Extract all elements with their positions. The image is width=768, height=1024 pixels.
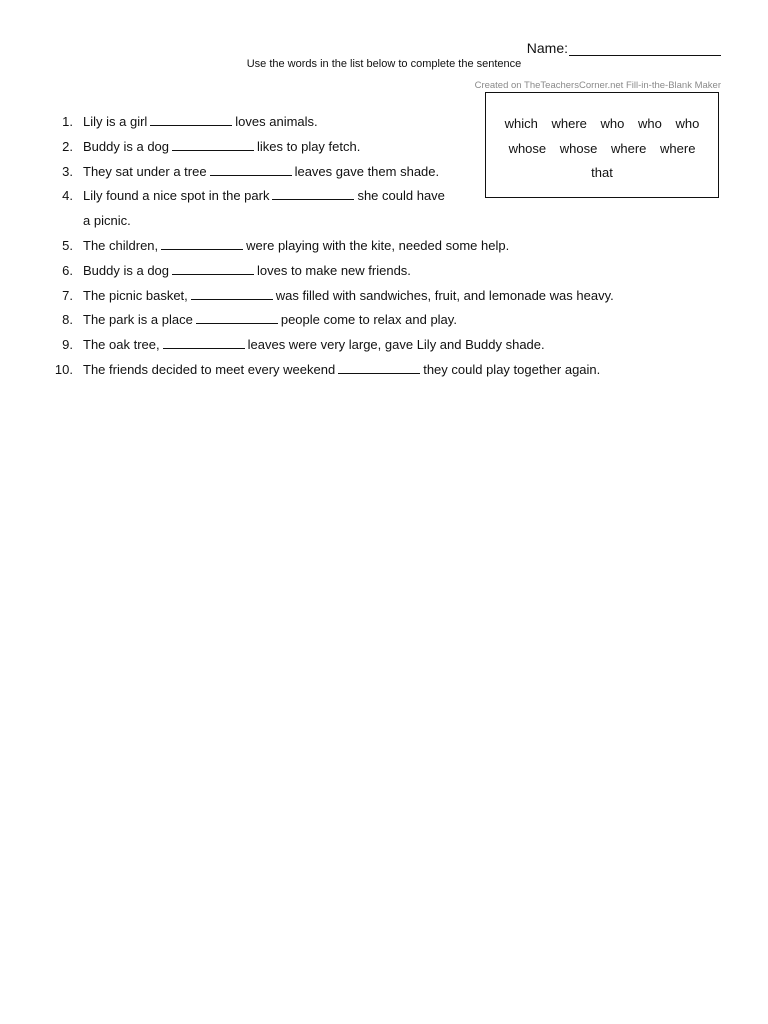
question-text-after: were playing with the kite, needed some help. xyxy=(246,237,510,253)
word-bank-word: which xyxy=(504,116,538,131)
word-bank-word: where xyxy=(610,140,647,156)
question-text-after: she could have xyxy=(357,188,445,204)
question-item xyxy=(0,234,768,259)
word-bank-word: who xyxy=(638,116,662,131)
question-text xyxy=(83,358,600,383)
question-text-after: was filled with sandwiches, fruit, and lemonade was heavy. xyxy=(275,287,614,303)
answer-blank[interactable] xyxy=(161,234,243,250)
word-bank-word: who xyxy=(600,116,625,131)
word-bank-word: whose xyxy=(508,140,547,156)
question-text xyxy=(83,308,457,333)
question-text-after: leaves were very large, gave Lily and Buddy shade. xyxy=(247,337,545,353)
question-number: 8. xyxy=(62,312,73,328)
instructions-text: Use the words in the list below to complete the sentence xyxy=(246,58,522,70)
question-text xyxy=(83,234,509,259)
question-text xyxy=(83,333,545,358)
question-item xyxy=(0,135,768,160)
question-text-before: The friends decided to meet every weekend xyxy=(83,361,336,377)
question-number: 6. xyxy=(62,262,73,278)
question-item xyxy=(0,284,768,309)
question-text xyxy=(83,135,360,160)
question-text-before: The picnic basket, xyxy=(83,287,188,303)
question-list xyxy=(0,110,768,383)
question-text-before: They sat under a tree xyxy=(83,163,207,179)
question-item xyxy=(0,358,768,383)
answer-blank[interactable] xyxy=(150,110,232,126)
name-field-row xyxy=(527,40,721,56)
question-number: 2. xyxy=(62,138,73,154)
question-text-after: loves animals. xyxy=(235,114,318,129)
question-text xyxy=(83,184,445,209)
answer-blank[interactable] xyxy=(272,184,354,200)
answer-blank[interactable] xyxy=(172,259,254,275)
question-item xyxy=(0,184,768,209)
question-text-before: Lily is a girl xyxy=(83,114,148,129)
question-text-after: likes to play fetch. xyxy=(257,138,361,154)
question-number: 9. xyxy=(62,337,73,353)
question-item xyxy=(0,333,768,358)
question-number: 10. xyxy=(54,361,73,377)
name-label: Name: xyxy=(526,40,568,56)
answer-blank[interactable] xyxy=(163,333,245,349)
question-text-before: The oak tree, xyxy=(83,337,160,353)
answer-blank[interactable] xyxy=(191,284,273,300)
question-number: 5. xyxy=(62,237,73,253)
question-item xyxy=(0,308,768,333)
answer-blank[interactable] xyxy=(196,308,278,324)
question-text-before: Buddy is a dog xyxy=(83,262,170,278)
answer-blank[interactable] xyxy=(210,160,292,176)
question-text xyxy=(83,110,318,135)
question-text-after: loves to make new friends. xyxy=(257,262,411,278)
word-bank-word: that xyxy=(591,165,613,180)
question-continuation-text: a picnic. xyxy=(83,213,131,229)
question-number: 4. xyxy=(62,188,73,204)
answer-blank[interactable] xyxy=(338,358,420,374)
word-bank-word: whose xyxy=(559,140,598,156)
question-text-after: people come to relax and play. xyxy=(280,312,457,328)
question-number: 7. xyxy=(62,287,73,303)
word-bank-word: where xyxy=(660,140,696,156)
question-text-before: The park is a place xyxy=(83,312,193,328)
answer-blank[interactable] xyxy=(172,135,254,151)
word-bank-word: who xyxy=(675,116,700,131)
question-number: 1. xyxy=(62,114,73,129)
question-text-before: Buddy is a dog xyxy=(83,138,170,154)
word-bank-word: where xyxy=(551,116,587,131)
credit-text: Created on TheTeachersCorner.net Fill-in-the-Blank Maker xyxy=(474,80,721,91)
question-item xyxy=(0,160,768,185)
question-text xyxy=(83,160,439,185)
name-blank-line[interactable] xyxy=(569,40,721,56)
question-text-after: leaves gave them shade. xyxy=(294,163,440,179)
question-text xyxy=(83,259,411,284)
question-item xyxy=(0,259,768,284)
question-continuation xyxy=(0,209,768,234)
question-text-before: Lily found a nice spot in the park xyxy=(83,188,270,204)
question-item xyxy=(0,110,768,135)
question-text xyxy=(83,284,614,309)
question-text-before: The children, xyxy=(83,237,159,253)
question-text-after: they could play together again. xyxy=(423,361,601,377)
question-number: 3. xyxy=(62,163,73,179)
